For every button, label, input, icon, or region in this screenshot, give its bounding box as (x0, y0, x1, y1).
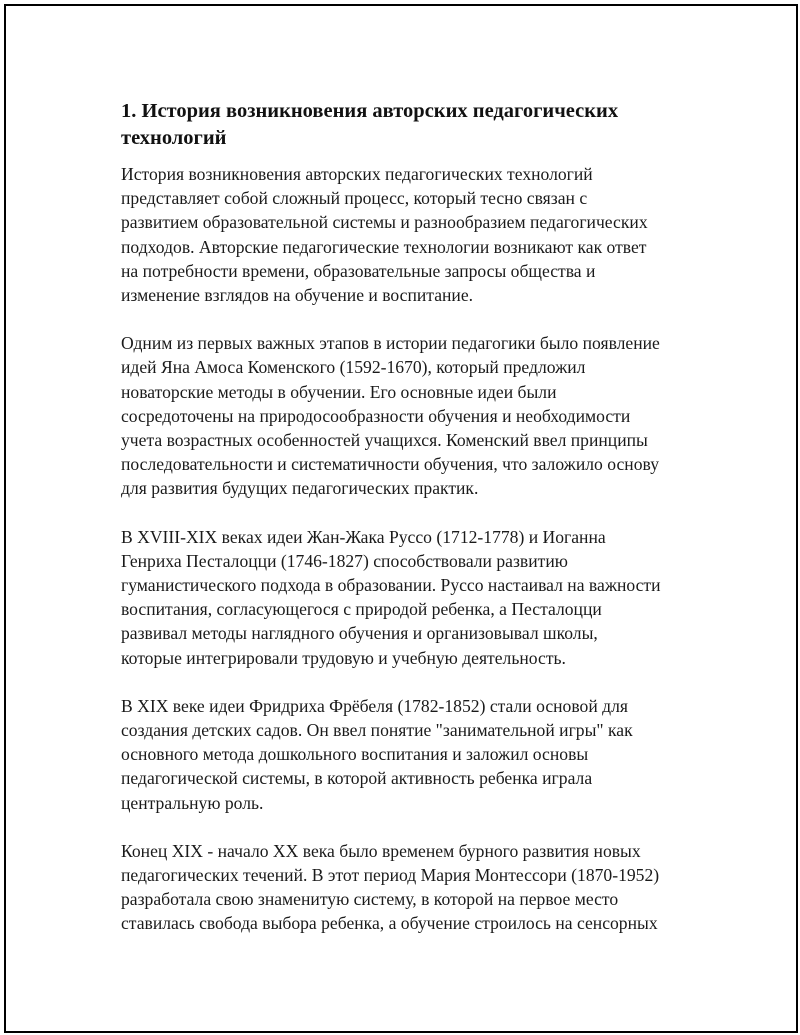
paragraph-line: создания детских садов. Он ввел понятие "занимательной игры" как (121, 720, 633, 741)
section-title-line: технологий (121, 127, 227, 149)
paragraph (121, 839, 711, 936)
paragraph-line: Одним из первых важных этапов в истории педагогики было появление (121, 333, 660, 354)
paragraph-line: сосредоточены на природосообразности обучения и необходимости (121, 405, 631, 426)
paragraph-line: В XVIII-XIX веках идеи Жан-Жака Руссо (1712-1778) и Иоганна (121, 526, 606, 547)
paragraph-line: Конец XIX - начало XX века было временем бурного развития новых (121, 840, 641, 861)
paragraph-line: разработала свою знаменитую систему, в которой на первое место (121, 889, 619, 910)
paragraph-line: гуманистического подхода в образовании. Руссо настаивал на важности (121, 575, 661, 596)
paragraph-line: на потребности времени, образовательные запросы общества и (121, 260, 596, 281)
paragraph-line: развивал методы наглядного обучения и организовывал школы, (121, 623, 598, 644)
paragraph-line: История возникновения авторских педагогических технологий (121, 164, 593, 184)
paragraph-line: центральную роль. (121, 792, 264, 813)
paragraph-line: педагогической системы, в которой активность ребенка играла (121, 768, 593, 789)
paragraph-line: последовательности и систематичности обучения, что заложило основу (121, 454, 659, 475)
page-frame (4, 4, 798, 1033)
paragraph-line: представляет собой сложный процесс, который тесно связан с (121, 188, 588, 209)
paragraph-line: ставилась свобода выбора ребенка, а обучение строилось на сенсорных (121, 913, 658, 934)
paragraph-line: новаторские методы в обучении. Его основные идеи были (121, 381, 557, 402)
paragraph-line: В XIX веке идеи Фридриха Фрёбеля (1782-1852) стали основой для (121, 695, 628, 716)
paragraph (121, 525, 711, 670)
paragraph-line: развитием образовательной системы и разнообразием педагогических (121, 212, 648, 233)
paragraph (121, 694, 711, 815)
paragraph-line: которые интегрировали трудовую и учебную деятельность. (121, 647, 566, 668)
section-title (121, 98, 711, 152)
paragraph-line: основного метода дошкольного воспитания и заложил основы (121, 744, 589, 765)
paragraph-line: подходов. Авторские педагогические технологии возникают как ответ (121, 236, 647, 257)
document-body (121, 98, 711, 960)
paragraph (121, 331, 711, 500)
paragraph-line: Генриха Песталоцци (1746-1827) способствовали развитию (121, 550, 568, 571)
paragraph-line: педагогических течений. В этот период Мария Монтессори (1870-1952) (121, 865, 660, 886)
paragraph-line: изменение взглядов на обучение и воспитание. (121, 285, 474, 306)
paragraph-line: для развития будущих педагогических практик. (121, 478, 479, 499)
section-title-line: 1. История возникновения авторских педагогических (121, 100, 619, 122)
paragraph-line: учета возрастных особенностей учащихся. Коменский ввел принципы (121, 430, 648, 451)
paragraph-line: идей Яна Амоса Коменского (1592-1670), который предложил (121, 357, 586, 378)
paragraph-line: воспитания, согласующегося с природой ребенка, а Песталоцци (121, 599, 602, 620)
paragraph (121, 162, 711, 307)
